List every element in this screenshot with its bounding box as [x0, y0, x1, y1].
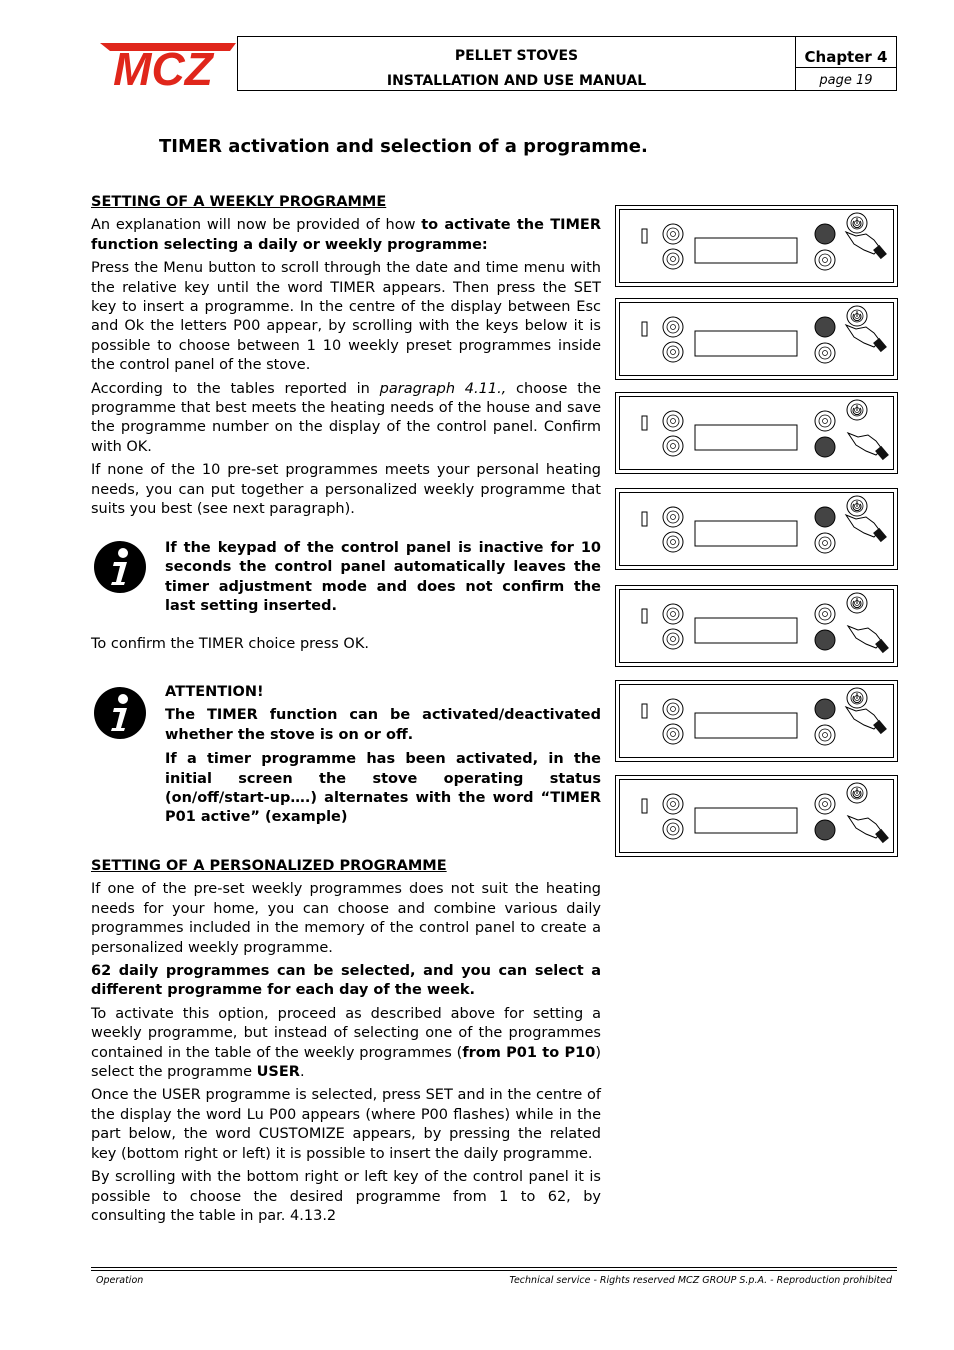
confirm-text: To confirm the TIMER choice press OK.	[91, 636, 369, 652]
status-led	[642, 704, 647, 718]
panel-key	[847, 400, 867, 420]
control-panel-diagram	[615, 680, 898, 762]
personal-section	[91, 857, 601, 1230]
weekly-none: If none of the 10 pre-set programmes meets your personal heating needs, you can put together a personalized weekly programme that suits you best (see next paragraph).	[91, 462, 601, 518]
lcd-display	[695, 238, 797, 263]
pressed-key	[815, 317, 835, 337]
footer-rule-2	[91, 1270, 897, 1271]
panel-key	[663, 224, 683, 244]
status-led	[642, 322, 647, 336]
lcd-display	[695, 808, 797, 833]
status-led	[642, 609, 647, 623]
pointing-hand-icon	[848, 433, 889, 460]
note-inactive-keypad: If the keypad of the control panel is inactive for 10 seconds the control panel automatically leaves the timer adjustment mode and does not confirm the last setting inserted.	[165, 540, 601, 615]
pointing-hand-icon	[848, 816, 889, 843]
panel-key	[847, 306, 867, 326]
footer-section: Operation	[96, 1275, 144, 1286]
personal-p3: To activate this option, proceed as described above for setting a weekly programme, but instead of selecting one of the programmes contained in the table of the weekly programmes (from P01 to P10) select the programme USER.	[91, 1005, 601, 1081]
header-manual: INSTALLATION AND USE MANUAL	[386, 73, 647, 89]
panel-key	[847, 783, 867, 803]
weekly-heading: SETTING OF A WEEKLY PROGRAMME	[91, 194, 387, 210]
lcd-display	[695, 425, 797, 450]
pressed-key	[815, 437, 835, 457]
note-attention	[165, 683, 601, 833]
panel-key	[663, 436, 683, 456]
panel-key	[663, 411, 683, 431]
attention-p1: The TIMER function can be activated/deactivated whether the stove is on or off.	[165, 707, 601, 743]
chapter-label: Chapter 4	[804, 48, 888, 66]
header-product: PELLET STOVES	[454, 48, 579, 64]
panel-key	[847, 593, 867, 613]
panel-key	[663, 699, 683, 719]
personal-p5: By scrolling with the bottom right or left key of the control panel it is possible to choose the desired programme from 1 to 62, by consulting the table in par. 4.13.2	[91, 1169, 601, 1224]
panel-key	[815, 250, 835, 270]
lcd-display	[695, 713, 797, 738]
status-led	[642, 512, 647, 526]
pointing-hand-icon	[846, 232, 887, 259]
footer-rule	[91, 1267, 897, 1268]
panel-key	[663, 794, 683, 814]
personal-heading: SETTING OF A PERSONALIZED PROGRAMME	[91, 858, 447, 874]
panel-key	[847, 213, 867, 233]
panel-key	[663, 819, 683, 839]
pressed-key	[815, 820, 835, 840]
footer-rights: Technical service - Rights reserved MCZ GROUP S.p.A. - Reproduction prohibited	[509, 1275, 892, 1286]
lcd-display	[695, 521, 797, 546]
pressed-key	[815, 630, 835, 650]
panel-key	[663, 629, 683, 649]
panel-key	[847, 688, 867, 708]
pointing-hand-icon	[846, 325, 887, 352]
panel-key	[815, 533, 835, 553]
pointing-hand-icon	[846, 515, 887, 542]
lcd-display	[695, 331, 797, 356]
panel-key	[815, 725, 835, 745]
weekly-instructions: Press the Menu button to scroll through the date and time menu with the relative key until the word TIMER appears. Then press the SET key to insert a programme. In the centre of the display between Esc and Ok the letters P00 appear, by scrolling with the keys below it is possible to choose between 1 10 weekly preset programmes inside the control panel of the stove.	[91, 260, 601, 374]
logo-text: MCZ	[113, 43, 213, 87]
attention-heading: ATTENTION!	[165, 684, 264, 700]
personal-p4: Once the USER programme is selected, press SET and in the centre of the display the word Lu P00 appears (where P00 flashes) while in the part below, the word CUSTOMIZE appears, by pressing the related key (bottom right or left) it is possible to insert the daily programme.	[91, 1087, 601, 1162]
weekly-tables: According to the tables reported in paragraph 4.11., choose the programme that best meets the heating needs of the house and save the programme number on the display of the control panel. Confirm with OK.	[91, 380, 601, 455]
pressed-key	[815, 699, 835, 719]
attention-p2: If a timer programme has been activated, in the initial screen the stove operating status (on/off/start-up….) alternates with the word “TIMER P01 active” (example)	[165, 751, 601, 826]
panel-key	[815, 411, 835, 431]
control-panel-diagram	[615, 488, 898, 570]
panel-key	[663, 532, 683, 552]
personal-p1: If one of the pre-set weekly programmes does not suit the heating needs for your home, you can choose and combine various daily programmes included in the memory of the control panel to create a personalized weekly programme.	[91, 881, 601, 956]
status-led	[642, 799, 647, 813]
weekly-intro: An explanation will now be provided of how to activate the TIMER function selecting a daily or weekly programme:	[91, 217, 601, 253]
control-panel-diagram	[615, 585, 898, 667]
attention-icon	[93, 686, 147, 740]
panel-key	[663, 604, 683, 624]
header-box	[237, 36, 897, 91]
weekly-section	[91, 193, 601, 524]
pointing-hand-icon	[846, 707, 887, 734]
panel-key	[663, 724, 683, 744]
panel-key	[815, 604, 835, 624]
control-panel-diagram	[615, 298, 898, 380]
panel-key	[815, 794, 835, 814]
pressed-key	[815, 507, 835, 527]
mcz-logo	[90, 43, 236, 87]
control-panel-diagram	[615, 775, 898, 857]
pointing-hand-icon	[848, 626, 889, 653]
pressed-key	[815, 224, 835, 244]
control-panel-diagram	[615, 205, 898, 287]
panel-key	[663, 317, 683, 337]
panel-key	[663, 507, 683, 527]
info-icon	[93, 540, 147, 594]
panel-key	[663, 342, 683, 362]
page-number: page 19	[819, 73, 873, 88]
lcd-display	[695, 618, 797, 643]
page-title: TIMER activation and selection of a programme.	[159, 136, 648, 157]
status-led	[642, 229, 647, 243]
control-panel-diagram	[615, 392, 898, 474]
status-led	[642, 416, 647, 430]
panel-key	[815, 343, 835, 363]
personal-p2: 62 daily programmes can be selected, and you can select a different programme for each day of the week.	[91, 963, 601, 999]
panel-key	[663, 249, 683, 269]
panel-key	[847, 496, 867, 516]
